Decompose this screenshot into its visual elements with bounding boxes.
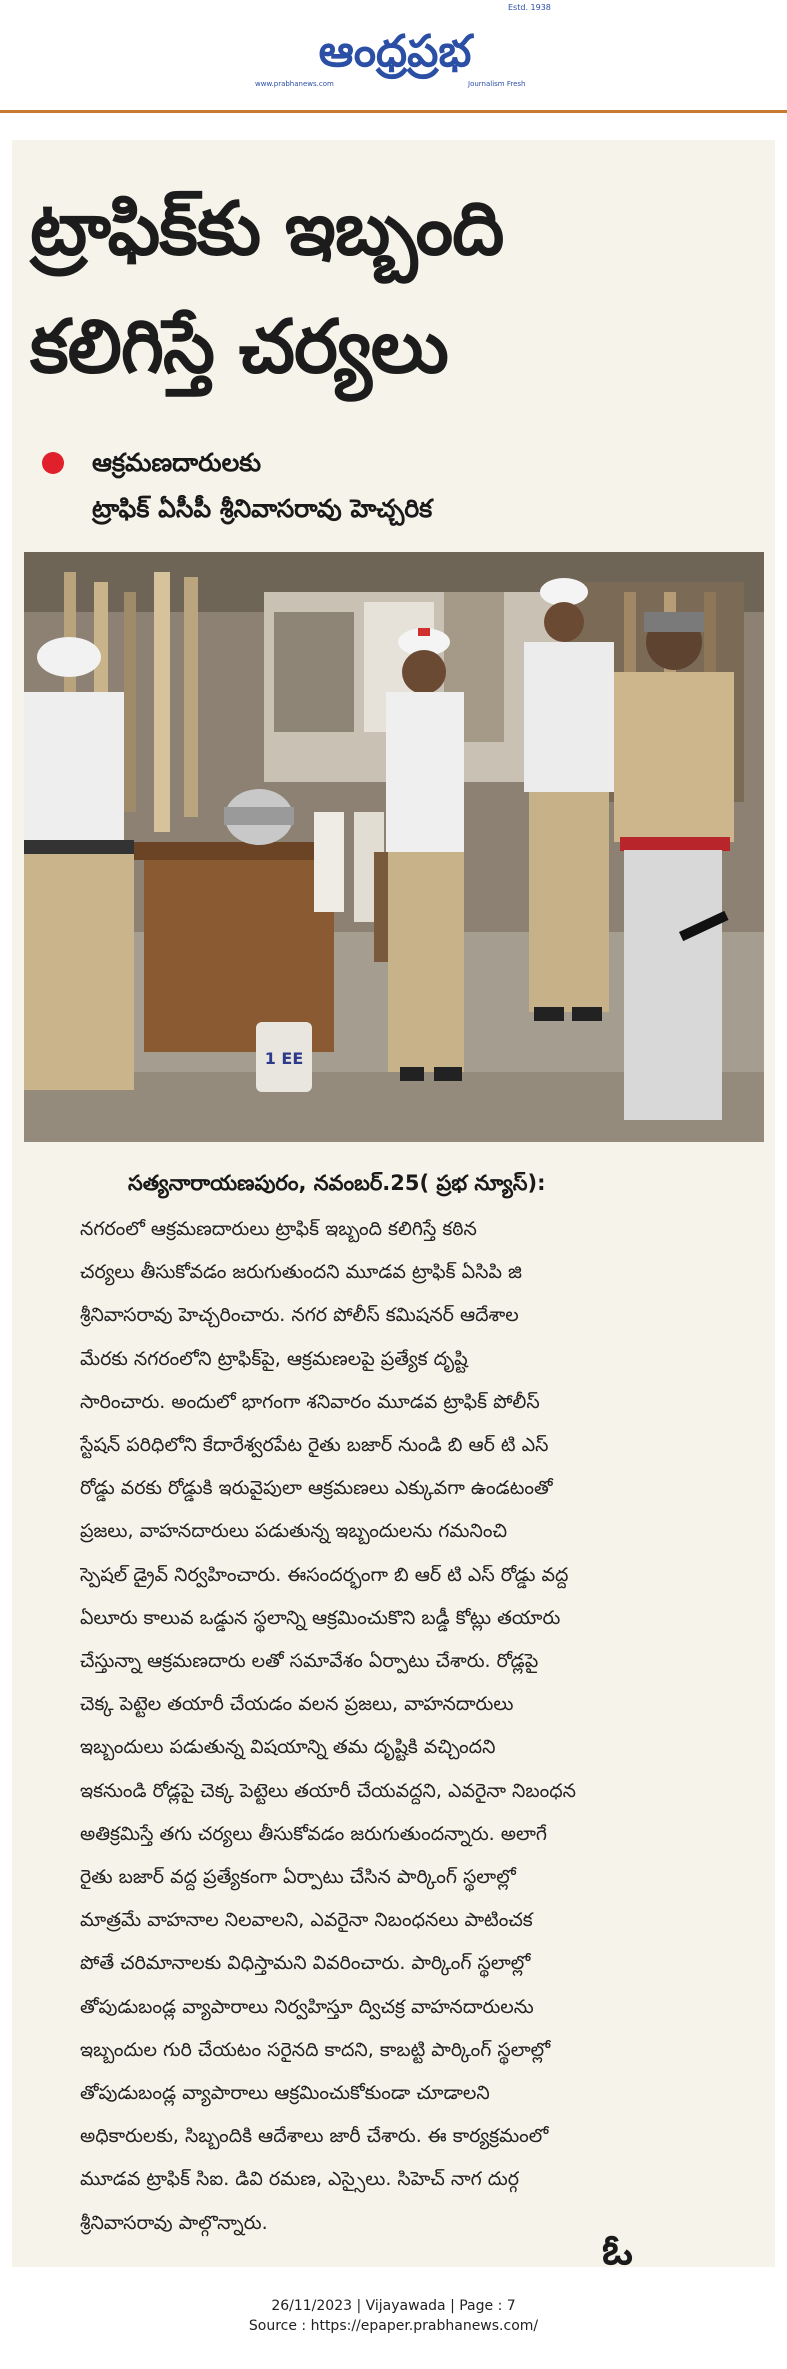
body-line: స్పెషల్ డ్రైవ్ నిర్వహించారు. ఈసందర్భంగా బి ఆర్ టి ఎస్ రోడ్డు వద్ద <box>80 1563 569 1586</box>
body-line: శ్రీనివాసరావు హెచ్చరించారు. నగర పోలీస్ కమిషనర్ ఆదేశాల <box>80 1304 519 1327</box>
body-line: రైతు బజార్ వద్ద ప్రత్యేకంగా ఏర్పాటు చేసిన పార్కింగ్ స్థలాల్లో <box>80 1866 516 1889</box>
newspaper-logo <box>250 10 540 84</box>
body-line: మాత్రమే వాహనాల నిలవాలని, ఎవరైనా నిబంధనలు పాటించక <box>80 1909 533 1932</box>
article-dateline: సత్యనారాయణపురం, నవంబర్.25( ప్రభ న్యూస్): <box>128 1171 546 1195</box>
body-line: ఏలూరు కాలువ ఒడ్డున స్థలాన్ని ఆక్రమించుకొని బడ్డీ కోట్లు తయారు <box>80 1606 561 1629</box>
body-line: తోపుడుబండ్ల వ్యాపారాలు నిర్వహిస్తూ ద్విచక్ర వాహనదారులను <box>80 1995 534 2018</box>
footer-meta: 26/11/2023 | Vijayawada | Page : 7 <box>271 2298 516 2314</box>
body-line: సారించారు. అందులో భాగంగా శనివారం మూడవ ట్రాఫిక్ పోలీస్ <box>80 1390 540 1413</box>
headline-line: ట్రాఫిక్‌కు ఇబ్బంది <box>30 186 504 272</box>
body-line: శ్రీనివాసరావు పాల్గొన్నారు. <box>80 2211 268 2234</box>
police-inspection-photo <box>24 552 764 1142</box>
subhead-line: ట్రాఫిక్ ఏసీపీ శ్రీనివాసరావు హెచ్చరిక <box>92 494 433 523</box>
red-bullet-icon <box>42 452 64 474</box>
bucket-label: 1 EE <box>264 1049 304 1068</box>
body-line: అధికారులకు, సిబ్బందికి ఆదేశాలు జారీ చేశారు. ఈ కార్యక్రమంలో <box>80 2125 549 2148</box>
body-line: ఇకనుండి రోడ్లపై చెక్క పెట్టెలు తయారీ చేయవద్దని, ఎవరైనా నిబంధన <box>80 1779 576 1802</box>
body-line: స్టేషన్ పరిధిలోని కేదారేశ్వరపేట రైతు బజార్ నుండి బి ఆర్ టి ఎస్ <box>80 1434 549 1457</box>
logo-tagline: Journalism Fresh <box>468 80 526 88</box>
footer-source-link[interactable]: Source : https://epaper.prabhanews.com/ <box>248 2318 539 2334</box>
headline-line: కలిగిస్తే చర్యలు <box>30 304 448 390</box>
body-line: రోడ్డు వరకు రోడ్డుకి ఇరువైపులా ఆక్రమణలు ఎక్కువగా ఉండటంతో <box>80 1477 553 1500</box>
logo-estd: Estd. 1938 <box>508 3 551 12</box>
article-clipping <box>12 140 775 2274</box>
body-line: ఇబ్బందుల గురి చేయటం సరైనది కాదని, కాబట్టి పార్కింగ్ స్థలాల్లో <box>80 2038 551 2061</box>
page-footer <box>0 2296 787 2336</box>
body-line: తోపుడుబండ్ల వ్యాపారాలు ఆక్రమించుకోకుండా చూడాలని <box>80 2082 490 2105</box>
body-line: ప్రజలు, వాహనదారులు పడుతున్న ఇబ్బందులను గమనించి <box>80 1520 508 1543</box>
body-line: పోతే చరిమానాలకు విధిస్తామని వివరించారు. పార్కింగ్ స్థలాల్లో <box>80 1952 531 1975</box>
masthead-rule <box>0 110 787 113</box>
body-line: అతిక్రమిస్తే తగు చర్యలు తీసుకోవడం జరుగుతుందన్నారు. అలాగే <box>80 1822 547 1845</box>
body-line: ఇబ్బందులు పడుతున్న విషయాన్ని తమ దృష్టికి వచ్చిందని <box>80 1736 496 1759</box>
body-line: చెక్క పెట్టెల తయారీ చేయడం వలన ప్రజలు, వాహనదారులు <box>80 1693 514 1716</box>
logo-text: ఆంధ్రప్రభ <box>318 26 472 77</box>
article-subheadline <box>92 440 752 532</box>
body-line: చర్యలు తీసుకోవడం జరుగుతుందని మూడవ ట్రాఫిక్ ఏసిపి జి <box>80 1261 522 1284</box>
body-line: నగరంలో ఆక్రమణదారులు ట్రాఫిక్ ఇబ్బంది కలిగిస్తే కఠిన <box>80 1218 477 1240</box>
logo-website: www.prabhanews.com <box>255 80 334 88</box>
body-line: చేస్తున్నా ఆక్రమణదారు లతో సమావేశం ఏర్పాటు చేశారు. రోడ్లపై <box>80 1650 539 1673</box>
article-end-mark: ఓ <box>602 2225 633 2274</box>
article-headline <box>30 170 760 406</box>
masthead <box>0 0 787 112</box>
body-line: మూడవ ట్రాఫిక్ సిఐ. డివి రమణ, ఎస్సైలు. సిహెచ్ నాగ దుర్గ <box>80 2168 519 2191</box>
article-body <box>80 1208 752 2245</box>
article-photo <box>24 552 764 1142</box>
subhead-line: ఆక్రమణదారులకు <box>92 448 262 477</box>
body-line: మేరకు నగరంలోని ట్రాఫిక్‌పై, ఆక్రమణలపై ప్రత్యేక దృష్టి <box>80 1347 468 1370</box>
